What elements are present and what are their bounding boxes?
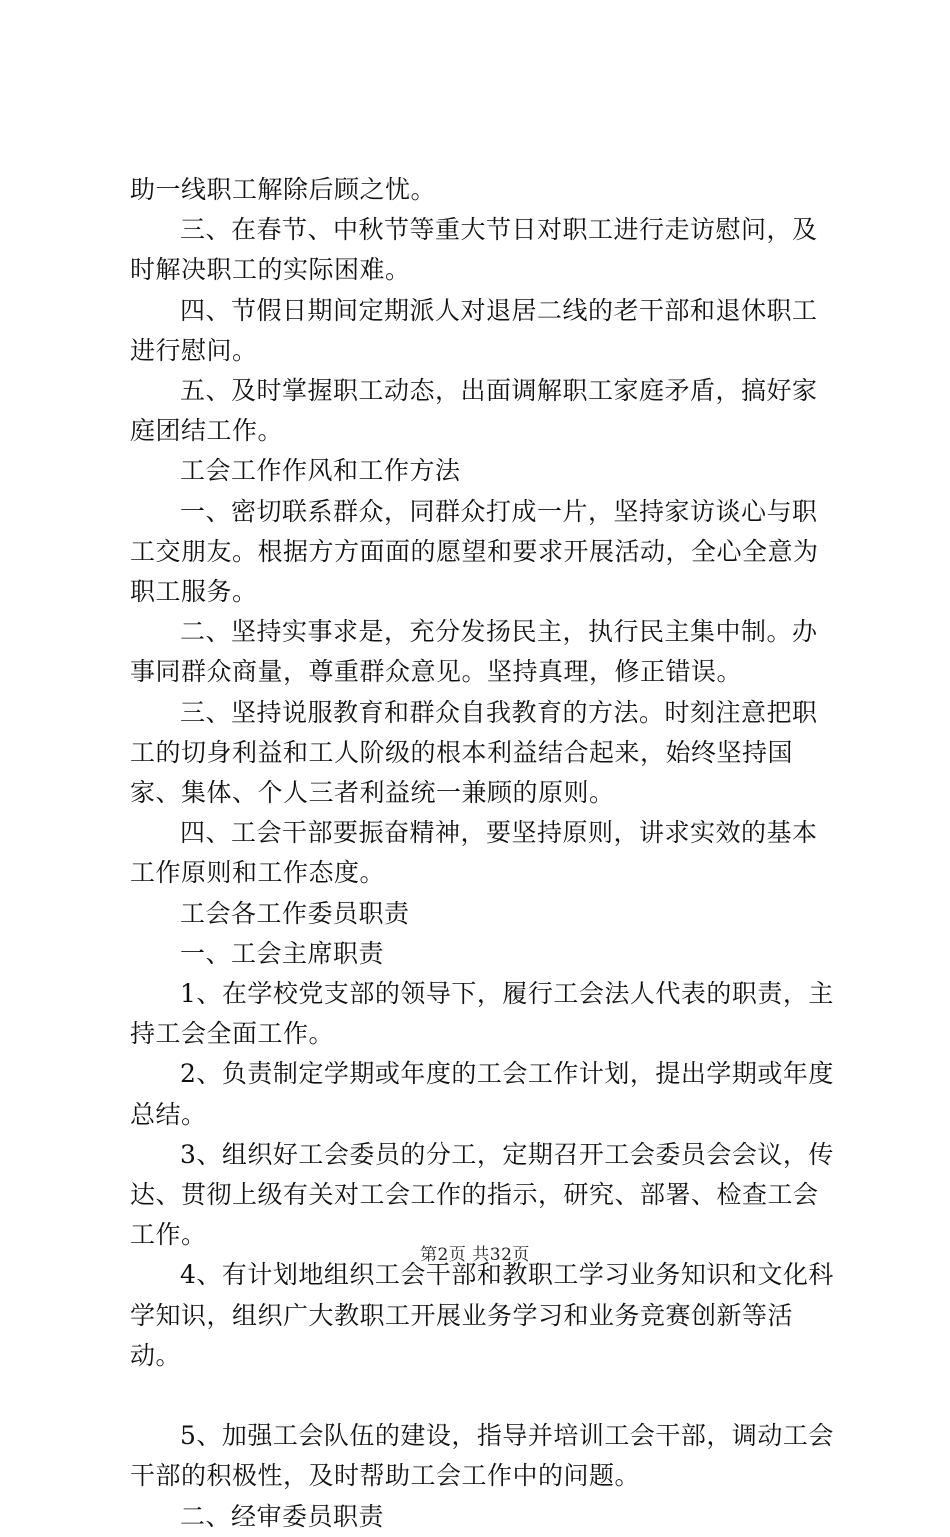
document-body	[130, 170, 835, 1537]
list-item: 4、有计划地组织工会干部和教职工学习业务知识和文化科学知识，组织广大教职工开展业务学习和业务竞赛创新等活动。	[130, 1260, 834, 1370]
subsection-heading: 一、工会主席职责	[180, 938, 385, 968]
subsection-heading: 二、经审委员职责	[180, 1501, 385, 1531]
paragraph: 三、坚持说服教育和群众自我教育的方法。时刻注意把职工的切身利益和工人阶级的根本利益结合起来，始终坚持国家、集体、个人三者利益统一兼顾的原则。	[130, 697, 818, 808]
paragraph: 四、节假日期间定期派人对退居二线的老干部和退休职工进行慰问。	[130, 295, 818, 365]
section-heading: 工会工作作风和工作方法	[180, 456, 461, 486]
paragraph: 三、在春节、中秋节等重大节日对职工进行走访慰问，及时解决职工的实际困难。	[130, 215, 818, 285]
paragraph: 五、及时掌握职工动态，出面调解职工家庭矛盾，搞好家庭团结工作。	[130, 376, 818, 446]
page-number-footer: 第2页 共32页	[420, 1245, 530, 1265]
paragraph: 二、坚持实事求是，充分发扬民主，执行民主集中制。办事同群众商量，尊重群众意见。坚持真理，修正错误。	[130, 617, 818, 687]
list-item: 1、在学校党支部的领导下，履行工会法人代表的职责，主持工会全面工作。	[130, 979, 834, 1049]
list-item: 2、负责制定学期或年度的工会工作计划，提出学期或年度总结。	[130, 1059, 834, 1129]
paragraph: 一、密切联系群众，同群众打成一片，坚持家访谈心与职工交朋友。根据方方面面的愿望和要求开展活动，全心全意为职工服务。	[130, 496, 819, 607]
paragraph: 四、工会干部要振奋精神，要坚持原则，讲求实效的基本工作原则和工作态度。	[130, 818, 818, 888]
blank-line	[130, 1376, 835, 1416]
list-item: 3、组织好工会委员的分工，定期召开工会委员会会议，传达、贯彻上级有关对工会工作的指示，研究、部署、检查工会工作。	[130, 1139, 834, 1250]
list-item: 5、加强工会队伍的建设，指导并培训工会干部，调动工会干部的积极性，及时帮助工会工作中的问题。	[130, 1421, 834, 1491]
paragraph: 助一线职工解除后顾之忧。	[130, 175, 437, 204]
section-heading: 工会各工作委员职责	[180, 898, 410, 928]
